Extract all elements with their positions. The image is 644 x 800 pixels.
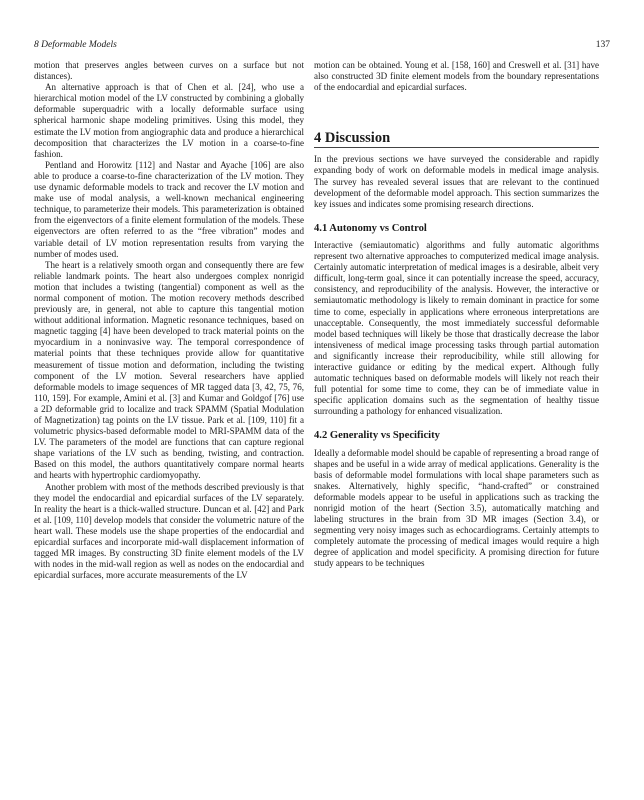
left-paragraph-2: An alternative approach is that of Chen et al. [24], who use a hierarchical motion model of the LV constructed by combining a globally deformable superquadric with a locally deformable surface using spherical harmonic shape modeling primitives. Using this model, they estimate the LV motion from angiographic data and produce a hierarchical decomposition that characterizes the LV motion in a coarse-to-fine fashion. xyxy=(34,82,304,159)
left-column xyxy=(34,60,304,581)
subsection-heading-generality: 4.2 Generality vs Specificity xyxy=(314,430,440,442)
running-header xyxy=(34,38,610,52)
left-paragraph-5: Another problem with most of the methods described previously is that they model the endocardial and epicardial surfaces of the LV separately. In reality the heart is a thick-walled structure. Duncan et al. [42] and Park et al. [109, 110] develop models that consider the volumetric nature of the heart wall. These models use the shape properties of the endocardial and epicardial surfaces and incorporate mid-wall displacement information of tagged MR images. By constructing 3D finite element models of the LV with nodes in the mid-wall region as well as nodes on the endocardial and epicardial surfaces, more accurate measurements of the LV xyxy=(34,481,304,581)
section-heading-discussion: 4 Discussion xyxy=(314,133,599,148)
left-paragraph-1: motion that preserves angles between curves on a surface but not distances). xyxy=(34,60,304,82)
left-paragraph-3: Pentland and Horowitz [112] and Nastar and Ayache [106] are also able to produce a coarse-to-fine characterization of the LV motion. They use dynamic deformable models to track and recover the LV motion and make use of modal analysis, a well-known mechanical engineering technique, to parameterize their models. This parameterization is obtained from the eigenvectors of a finite element formulation of the models. These eigenvectors are often referred to as the “free vibration” modes and variable detail of LV motion representation results from varying the number of modes used. xyxy=(34,159,304,259)
subsection-heading-autonomy: 4.1 Autonomy vs Control xyxy=(314,222,427,234)
generality-paragraph: Ideally a deformable model should be capable of representing a broad range of shapes and be useful in a wide array of medical applications. Generality is the basis of deformable model formulations with local shape parameters such as snakes. Alternatively, highly specific, “hand-crafted” or constrained deformable models appear to be useful in applications such as tracking the nonrigid motion of the heart (Section 3.5), automatically matching and labeling structures in the brain from 3D MR images (Section 3.4), or segmenting very noisy images such as echocardiograms. Certainly attempts to completely automate the processing of medical images would require a high degree of application and model specificity. A promising direction for future study appears to be techniques xyxy=(314,447,599,569)
discussion-paragraph: In the previous sections we have surveyed the considerable and rapidly expanding body of work on deformable models in medical image analysis. The survey has revealed several issues that are relevant to the continued development of the deformable model approach. This section summarizes the key issues and indicates some promising research directions. xyxy=(314,154,599,209)
right-intro-paragraph: motion can be obtained. Young et al. [158, 160] and Creswell et al. [31] have also constructed 3D finite element models from the boundary representations of the endocardial and epicardial surfaces. xyxy=(314,60,599,93)
chapter-title: 8 Deformable Models xyxy=(34,40,117,50)
spacer xyxy=(314,417,599,430)
right-column xyxy=(314,60,599,570)
left-paragraph-4: The heart is a relatively smooth organ and consequently there are few reliable landmark points. The heart also undergoes complex nonrigid motion that includes a twisting (tangential) component as well as the normal component of motion. The motion recovery methods described previously are, in general, not able to capture this tangential motion without additional information. Magnetic resonance techniques, based on magnetic tagging [4] have been developed to track material points on the myocardium in a noninvasive way. The temporal correspondence of material points that these techniques provide allow for quantitative measurement of tissue motion and deformation, including the twisting component of the LV motion. Several researchers have applied deformable models to image sequences of MR tagged data [3, 42, 75, 76, 110, 159]. For example, Amini et al. [3] and Kumar and Goldgof [76] use a 2D deformable grid to localize and track SPAMM (Spatial Modulation of Magnetization) tag points on the LV tissue. Park et al. [109, 110] fit a volumetric physics-based deformable model to MRI-SPAMM data of the LV. The parameters of the model are functions that can capture regional shape variations of the LV such as bending, twisting, and contraction. Based on this model, the authors quantitatively compare normal hearts and hearts with hypertrophic cardiomyopathy. xyxy=(34,259,304,481)
page-number: 137 xyxy=(595,40,610,50)
autonomy-paragraph: Interactive (semiautomatic) algorithms and fully automatic algorithms represent two alternative approaches to computerized medical image analysis. Certainly automatic interpretation of medical images is a desirable, albeit very difficult, long-term goal, since it can potentially increase the speed, accuracy, consistency, and reproducibility of the analysis. However, the interactive or semiautomatic methodology is likely to remain dominant in practice for some time to come, especially in applications where erroneous interpretations are unacceptable. Consequently, the most immediately successful deformable model based techniques will likely be those that drastically decrease the labor intensiveness of medical image processing tasks through partial automation and significantly increase their reproducibility, while still allowing for interactive guidance or editing by the medical expert. Although fully automatic techniques based on deformable models will likely not reach their full potential for some time to come, they can be of immediate value in specific application domains such as the segmentation of healthy tissue surrounding a pathology for enhanced visualization. xyxy=(314,239,599,417)
spacer xyxy=(314,210,599,223)
spacer xyxy=(314,93,599,133)
